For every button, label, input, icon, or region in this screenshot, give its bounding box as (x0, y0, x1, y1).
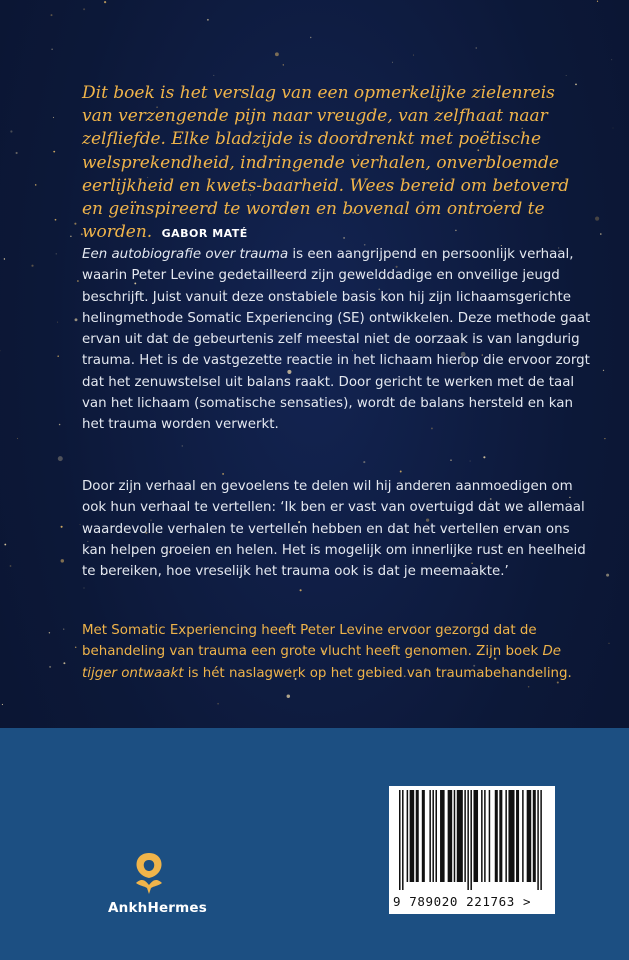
barcode-bar (467, 790, 469, 890)
star (35, 184, 37, 186)
barcode-bar (505, 790, 507, 882)
description-paragraph-1 (82, 244, 594, 436)
barcode-bar (516, 790, 519, 882)
star (392, 62, 393, 63)
star (51, 14, 53, 16)
star (606, 574, 609, 577)
star (597, 1, 598, 2)
paragraph-2-text: Door zijn verhaal en gevoelens te delen wil hij anderen aanmoedigen om ook hun verhaal te vertellen: ‘Ik ben er vast van overtuigd dat we allemaal waardevolle verhalen te vertellen hebben en dat het vertellen ervan ons kan helpen groeien en helen. Het is mogelijk om innerlijke rust en heelheid te bereiken, hoe vreselijk het trauma ook is dat je meemaakte.’ (82, 479, 586, 580)
barcode-bar (473, 790, 478, 882)
star (483, 456, 485, 458)
barcode-bar (495, 790, 498, 882)
barcode-bar (432, 790, 434, 882)
star (476, 47, 477, 48)
se-abbreviation: SE (342, 310, 360, 326)
star (528, 686, 530, 688)
star (0, 350, 1, 351)
barcode-bar (402, 790, 404, 890)
star (84, 588, 85, 589)
barcode-bar (410, 790, 415, 882)
paragraph-3-text-a: Met Somatic Experiencing heeft Peter Levine ervoor gezorgd dat de behandeling van trauma een grote vlucht heeft genomen. Zijn boek (82, 623, 543, 660)
star (53, 151, 55, 153)
star (300, 589, 302, 591)
barcode-bar (454, 790, 456, 882)
star (75, 647, 77, 649)
star (104, 1, 106, 3)
isbn-digits-text: 9 789020 221763 (393, 894, 515, 909)
isbn-barcode (389, 786, 555, 914)
barcode-bar (470, 790, 472, 890)
star (413, 55, 414, 56)
star (59, 424, 61, 426)
star (31, 265, 33, 267)
star (450, 460, 451, 461)
star (55, 219, 57, 221)
barcode-bar (464, 790, 466, 882)
star (83, 8, 85, 10)
ankh-hermes-logo-icon (128, 850, 170, 896)
publisher-name: AnkhHermes (108, 900, 208, 916)
star (4, 258, 5, 259)
star (608, 643, 609, 644)
star (566, 75, 567, 76)
star (63, 628, 64, 629)
star (49, 632, 50, 633)
barcode-bar (457, 790, 463, 882)
star (16, 152, 18, 154)
star (222, 473, 224, 475)
barcode-bar (489, 790, 491, 882)
star (283, 64, 284, 65)
barcode-bar (533, 790, 536, 882)
star (17, 438, 18, 439)
star (613, 128, 614, 129)
star (74, 223, 76, 225)
book-title-italic: Een autobiografie over trauma (82, 247, 289, 262)
barcode-bar (499, 790, 502, 882)
barcode-bar (527, 790, 532, 882)
barcode-bar (435, 790, 437, 882)
star (80, 524, 81, 525)
star (2, 704, 3, 705)
star (10, 130, 12, 132)
star (603, 370, 604, 371)
star (310, 37, 311, 38)
star (207, 19, 209, 21)
star (595, 217, 599, 221)
star (217, 703, 219, 705)
barcode-bar (448, 790, 453, 882)
barcode-bars (399, 790, 545, 890)
star (49, 666, 51, 668)
star (213, 75, 214, 76)
paragraph-3-text-b: is hét naslagwerk op het gebied van traumabehandeling. (183, 665, 572, 681)
barcode-bar (508, 790, 514, 882)
star (4, 544, 6, 546)
star (56, 253, 57, 254)
quote-author: GABOR MATÉ (161, 227, 248, 241)
star (77, 280, 79, 282)
barcode-bar (429, 790, 431, 882)
star (51, 49, 52, 50)
barcode-bar (416, 790, 419, 882)
barcode-bar (422, 790, 425, 882)
isbn-number (393, 894, 553, 909)
star (287, 695, 290, 698)
barcode-bar (481, 790, 483, 882)
star (70, 236, 71, 237)
quote-text: Dit boek is het verslag van een opmerkelijke zielenreis van verzengende pijn naar vreugde, van zelfhaat naar zelfliefde. Elke bladzijde is doordrenkt met poëtische welsprekendheid, indringende verhalen, onverbloemde eerlijkheid en kwets-baarheid. Wees bereid om betoverd en geïnspireerd te worden en bovenal om ontroerd te worden. (82, 83, 570, 243)
star (275, 52, 279, 56)
star (58, 456, 63, 461)
barcode-bar (540, 790, 542, 890)
star (470, 461, 471, 462)
barcode-bar (522, 790, 524, 882)
star (611, 59, 612, 60)
isbn-quiet-zone-marker: > (523, 894, 532, 909)
star (63, 662, 65, 664)
barcode-bar (407, 790, 409, 882)
star (10, 565, 12, 567)
star (604, 438, 605, 439)
related-book-title-italic: De tijger ontwaakt (82, 644, 562, 681)
star (57, 322, 58, 323)
barcode-bar (440, 790, 445, 882)
description-paragraph-2 (82, 476, 594, 582)
barcode-bar (399, 790, 401, 890)
star (75, 318, 78, 321)
description-paragraph-3 (82, 620, 594, 684)
barcode-bar (537, 790, 539, 890)
star (61, 526, 63, 528)
star (363, 461, 365, 463)
paragraph-1-text-a: is een aangrijpend en persoonlijk verhaal, waarin Peter Levine gedetailleerd zijn gewelddadige en onveilige jeugd beschrijft. Juist vanuit deze onstabiele basis kon hij zijn lichaamsgerichte helingmethode Somatic Experiencing ( (82, 247, 574, 326)
star (61, 559, 64, 562)
paragraph-1-text-b: ) ontwikkelen. Deze methode gaat ervan uit dat de gebeurtenis zelf meestal niet de oorzaak is van langdurig trauma. Het is de vastgezette reactie in het lichaam hierop die ervoor zorgt dat het zenuwstelsel uit balans raakt. Door gericht te werken met de taal van het lichaam (somatische sensaties), wordt de balans hersteld en kan het trauma worden verwerkt. (82, 310, 591, 433)
star (57, 355, 59, 357)
star (53, 117, 54, 118)
publisher-logo (108, 850, 208, 916)
star (400, 471, 402, 473)
star (182, 445, 183, 446)
endorsement-quote (82, 82, 582, 245)
barcode-bar (484, 790, 486, 882)
star (600, 233, 602, 235)
